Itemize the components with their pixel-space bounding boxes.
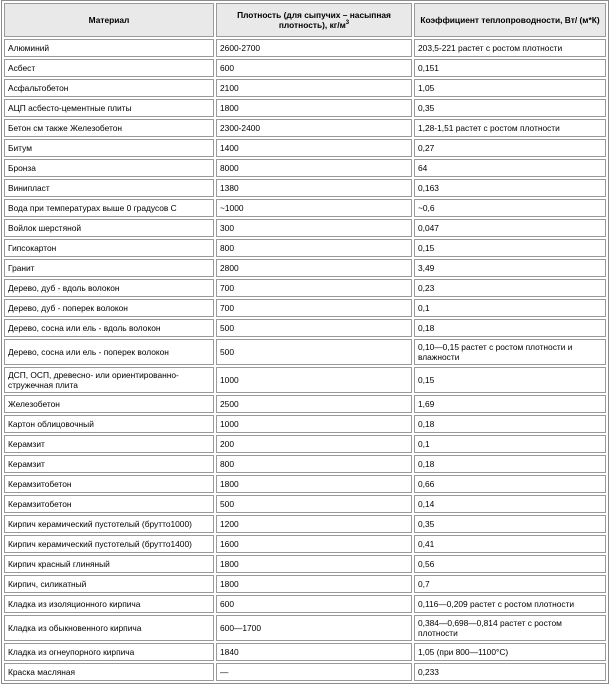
- cell-conductivity: 0,18: [414, 455, 606, 473]
- cell-material: Бетон см также Железобетон: [4, 119, 214, 137]
- cell-conductivity: 1,28-1,51 растет с ростом плотности: [414, 119, 606, 137]
- cell-density: 1840: [216, 643, 412, 661]
- table-row: [4, 219, 606, 237]
- cell-density: 8000: [216, 159, 412, 177]
- cell-density: 1380: [216, 179, 412, 197]
- table-row: [4, 575, 606, 593]
- table-row: [4, 415, 606, 433]
- table-row: [4, 495, 606, 513]
- cell-conductivity: ~0,6: [414, 199, 606, 217]
- table-row: [4, 179, 606, 197]
- table-header: [4, 3, 606, 37]
- cell-conductivity: 0,384—0,698—0,814 растет с ростом плотности: [414, 615, 606, 641]
- cell-conductivity: 0,10—0,15 растет с ростом плотности и влажности: [414, 339, 606, 365]
- cell-material: Железобетон: [4, 395, 214, 413]
- cell-conductivity: 0,15: [414, 239, 606, 257]
- cell-conductivity: 0,35: [414, 99, 606, 117]
- table-row: [4, 319, 606, 337]
- table-row: [4, 239, 606, 257]
- table-row: [4, 535, 606, 553]
- cell-conductivity: 0,163: [414, 179, 606, 197]
- cell-density: 500: [216, 495, 412, 513]
- table-row: [4, 59, 606, 77]
- cell-density: ~1000: [216, 199, 412, 217]
- cell-conductivity: 0,14: [414, 495, 606, 513]
- cell-material: Керамзит: [4, 435, 214, 453]
- header-row: [4, 3, 606, 37]
- header-material-label: Материал: [88, 14, 130, 25]
- cell-density: 2100: [216, 79, 412, 97]
- thermal-conductivity-table: [1, 0, 609, 684]
- table-row: [4, 435, 606, 453]
- cell-conductivity: 0,7: [414, 575, 606, 593]
- cell-density: 500: [216, 319, 412, 337]
- cell-material: Керамзитобетон: [4, 495, 214, 513]
- cell-conductivity: 0,27: [414, 139, 606, 157]
- cell-material: Кирпич керамический пустотелый (брутто1400): [4, 535, 214, 553]
- table-row: [4, 199, 606, 217]
- cell-density: 1800: [216, 575, 412, 593]
- cell-conductivity: 0,1: [414, 299, 606, 317]
- table-row: [4, 395, 606, 413]
- header-density-label: Плотность (для сыпучих – насыпная плотность), кг/м: [237, 9, 391, 30]
- cell-density: 600: [216, 59, 412, 77]
- cell-conductivity: 0,41: [414, 535, 606, 553]
- cell-density: 700: [216, 279, 412, 297]
- table-row: [4, 99, 606, 117]
- cell-conductivity: 0,56: [414, 555, 606, 573]
- table-row: [4, 555, 606, 573]
- cell-density: 1800: [216, 475, 412, 493]
- cell-material: Керамзит: [4, 455, 214, 473]
- cell-conductivity: 0,66: [414, 475, 606, 493]
- cell-material: Асбест: [4, 59, 214, 77]
- table-row: [4, 339, 606, 365]
- table-row: [4, 475, 606, 493]
- cell-density: 2800: [216, 259, 412, 277]
- cell-conductivity: 0,1: [414, 435, 606, 453]
- cell-density: 500: [216, 339, 412, 365]
- cell-material: АЦП асбесто-цементные плиты: [4, 99, 214, 117]
- cell-density: 700: [216, 299, 412, 317]
- table-row: [4, 367, 606, 393]
- cell-material: Кладка из огнеупорного кирпича: [4, 643, 214, 661]
- header-material: [4, 3, 214, 37]
- cell-material: Алюминий: [4, 39, 214, 57]
- cell-material: Дерево, сосна или ель - поперек волокон: [4, 339, 214, 365]
- table-row: [4, 79, 606, 97]
- cell-material: Кладка из изоляционного кирпича: [4, 595, 214, 613]
- cell-conductivity: 0,151: [414, 59, 606, 77]
- table-row: [4, 643, 606, 661]
- cell-material: Керамзитобетон: [4, 475, 214, 493]
- cell-conductivity: 0,35: [414, 515, 606, 533]
- cell-material: Дерево, сосна или ель - вдоль волокон: [4, 319, 214, 337]
- cell-conductivity: 0,18: [414, 415, 606, 433]
- cell-material: Картон облицовочный: [4, 415, 214, 433]
- cell-material: Бронза: [4, 159, 214, 177]
- cell-conductivity: 64: [414, 159, 606, 177]
- cell-conductivity: 0,18: [414, 319, 606, 337]
- cell-conductivity: 0,047: [414, 219, 606, 237]
- cell-material: Асфальтобетон: [4, 79, 214, 97]
- cell-density: 1400: [216, 139, 412, 157]
- cell-material: Гипсокартон: [4, 239, 214, 257]
- table-body: [4, 39, 606, 681]
- table-row: [4, 279, 606, 297]
- header-conductivity-label: Коэффициент теплопроводности, Вт/ (м*К): [420, 14, 600, 25]
- cell-material: Битум: [4, 139, 214, 157]
- cell-material: Дерево, дуб - поперек волокон: [4, 299, 214, 317]
- cell-material: ДСП, ОСП, древесно- или ориентированно-стружечная плита: [4, 367, 214, 393]
- cell-conductivity: 3,49: [414, 259, 606, 277]
- table-row: [4, 119, 606, 137]
- cell-material: Кирпич красный глиняный: [4, 555, 214, 573]
- header-density-unit-sup: 3: [345, 20, 350, 27]
- cell-conductivity: 1,05 (при 800—1100°С): [414, 643, 606, 661]
- cell-density: 1800: [216, 555, 412, 573]
- cell-material: Вода при температурах выше 0 градусов С: [4, 199, 214, 217]
- table-row: [4, 455, 606, 473]
- cell-density: 2600-2700: [216, 39, 412, 57]
- cell-conductivity: 0,15: [414, 367, 606, 393]
- header-conductivity: [414, 3, 606, 37]
- cell-material: Кирпич керамический пустотелый (брутто1000): [4, 515, 214, 533]
- header-density: [216, 3, 412, 37]
- cell-material: Винипласт: [4, 179, 214, 197]
- cell-density: 800: [216, 455, 412, 473]
- cell-conductivity: 203,5-221 растет с ростом плотности: [414, 39, 606, 57]
- table-row: [4, 595, 606, 613]
- cell-density: 1200: [216, 515, 412, 533]
- cell-conductivity: 0,233: [414, 663, 606, 681]
- table-row: [4, 159, 606, 177]
- cell-conductivity: 1,69: [414, 395, 606, 413]
- cell-density: 1800: [216, 99, 412, 117]
- cell-density: 200: [216, 435, 412, 453]
- table-row: [4, 259, 606, 277]
- cell-density: 600: [216, 595, 412, 613]
- table-row: [4, 663, 606, 681]
- cell-conductivity: 0,116—0,209 растет с ростом плотности: [414, 595, 606, 613]
- cell-density: 2500: [216, 395, 412, 413]
- table-row: [4, 615, 606, 641]
- cell-density: 1000: [216, 415, 412, 433]
- cell-material: Дерево, дуб - вдоль волокон: [4, 279, 214, 297]
- cell-density: 2300-2400: [216, 119, 412, 137]
- cell-material: Гранит: [4, 259, 214, 277]
- cell-density: —: [216, 663, 412, 681]
- cell-conductivity: 1,05: [414, 79, 606, 97]
- cell-conductivity: 0,23: [414, 279, 606, 297]
- cell-material: Кладка из обыкновенного кирпича: [4, 615, 214, 641]
- cell-material: Кирпич, силикатный: [4, 575, 214, 593]
- cell-density: 1600: [216, 535, 412, 553]
- cell-density: 800: [216, 239, 412, 257]
- cell-density: 300: [216, 219, 412, 237]
- table-row: [4, 299, 606, 317]
- table-row: [4, 515, 606, 533]
- cell-density: 1000: [216, 367, 412, 393]
- cell-material: Краска масляная: [4, 663, 214, 681]
- cell-density: 600—1700: [216, 615, 412, 641]
- cell-material: Войлок шерстяной: [4, 219, 214, 237]
- table-row: [4, 39, 606, 57]
- table-row: [4, 139, 606, 157]
